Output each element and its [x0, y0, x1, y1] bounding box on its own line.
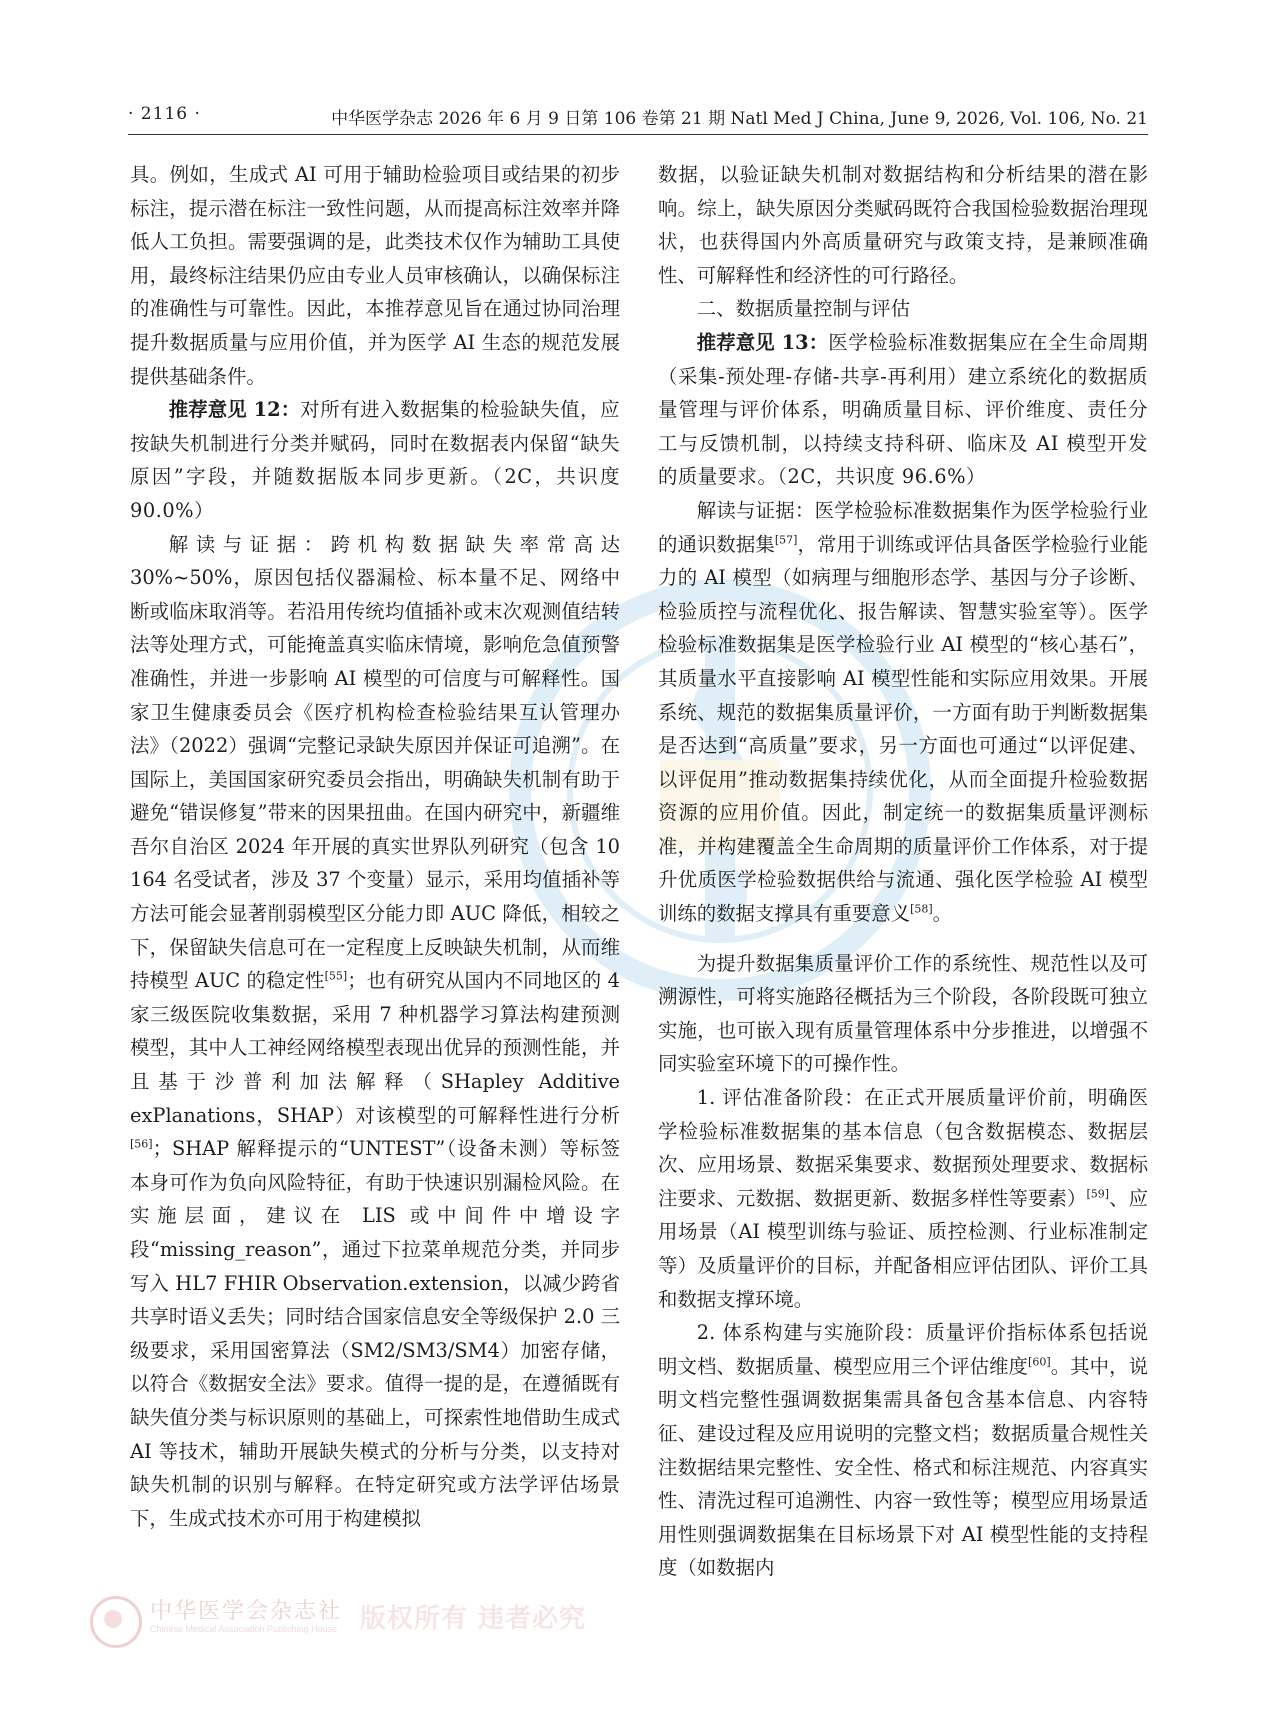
- paragraph: [130, 528, 620, 1536]
- recommendation-text: 对所有进入数据集的检验缺失值，应按缺失机制进行分类并赋码，同时在数据表内保留“缺失原因”字段，并随数据版本同步更新。（2C，共识度 90.0%）: [130, 398, 620, 522]
- publisher-name: 中华医学会杂志社: [150, 1599, 343, 1624]
- text-run: ；也有研究从国内不同地区的 4 家三级医院收集数据，采用 7 种机器学习算法构建预测模型，其中人工神经网络模型表现出优异的预测性能，并且基于沙普利加法解释（SHapley Additive exPlanations，SHAP）对该模型的可解释性进行分析: [130, 969, 620, 1127]
- right-column: [658, 158, 1148, 1585]
- recommendation-label: 推荐意见 13：: [696, 330, 829, 354]
- left-column: [130, 158, 620, 1535]
- citation: [57]: [774, 533, 798, 547]
- paragraph: [658, 1316, 1148, 1585]
- citation: [55]: [324, 969, 348, 983]
- text-run: 解读与证据：医学检验标准数据集作为医学检验行业的通识数据集: [658, 498, 1148, 556]
- recommendation-13: [658, 326, 1148, 494]
- text-run: 解读与证据：跨机构数据缺失率常高达 30%~50%，原因包括仪器漏检、标本量不足、网络中断或临床取消等。若沿用传统均值插补或末次观测值结转法等处理方式，可能掩盖真实临床情境，影响危急值预警准确性，并进一步影响 AI 模型的可信度与可解释性。国家卫生健康委员会《医疗机构检查检验结果互认管理办法》（2022）强调“完整记录缺失原因并保证可追溯”。在国际上，美国国家研究委员会指出，明确缺失机制有助于避免“错误修复”带来的因果扭曲。在国内研究中，新疆维吾尔自治区 2024 年开展的真实世界队列研究（包含 10 164 名受试者，涉及 37 个变量）显示，采用均值插补等方法可能会显著削弱模型区分能力即 AUC 降低，相较之下，保留缺失信息可在一定程度上反映缺失机制，从而维持模型 AUC 的稳定性: [130, 532, 620, 993]
- citation: [56]: [130, 1137, 153, 1151]
- citation: [59]: [1086, 1187, 1110, 1201]
- text-run: ；SHAP 解释提示的“UNTEST”（设备未测）等标签本身可作为负向风险特征，有助于快速识别漏检风险。在实施层面，建议在 LIS 或中间件中增设字段“missing_reason”，通过下拉菜单规范分类，并同步写入 HL7 FHIR Observation.extension，以减少跨省共享时语义丢失；同时结合国家信息安全等级保护 2.0 三级要求，采用国密算法（SM2/SM3/SM4）加密存储，以符合《数据安全法》要求。值得一提的是，在遵循既有缺失值分类与标识原则的基础上，可探索性地借助生成式 AI 等技术，辅助开展缺失模式的分析与分类，以支持对缺失机制的识别与解释。在特定研究或方法学评估场景下，生成式技术亦可用于构建模拟: [130, 1137, 620, 1530]
- publisher-name-en: Chinese Medical Association Publishing House: [150, 1624, 338, 1634]
- citation: [60]: [1028, 1355, 1051, 1369]
- recommendation-label: 推荐意见 12：: [168, 398, 301, 422]
- paragraph: [658, 1081, 1148, 1316]
- publisher-logo: [80, 1592, 587, 1652]
- recommendation-12: [130, 393, 620, 527]
- copyright-slogan: 版权所有 违者必究: [360, 1604, 587, 1634]
- page-number: · 2116 ·: [128, 104, 201, 124]
- recommendation-text: 医学检验标准数据集应在全生命周期（采集-预处理-存储-共享-再利用）建立系统化的数据质量管理与评价体系，明确质量目标、评价维度、责任分工与反馈机制，以持续支持科研、临床及 AI 模型开发的质量要求。（2C，共识度 96.6%）: [658, 330, 1148, 489]
- text-run: 。其中，说明文档完整性强调数据集需具备包含基本信息、内容特征、建设过程及应用说明的完整文档；数据质量合规性关注数据结果完整性、安全性、格式和标注规范、内容真实性、清洗过程可追溯性、内容一致性等；模型应用场景适用性则强调数据集在目标场景下对 AI 模型性能的支持程度（如数据内: [658, 1354, 1149, 1580]
- citation: [58]: [910, 902, 933, 916]
- running-header: [128, 100, 1148, 128]
- text-run: 。: [932, 902, 953, 926]
- header-rule: [128, 134, 1148, 135]
- journal-info: 中华医学杂志 2026 年 6 月 9 日第 106 卷第 21 期 Natl Med J China, June 9, 2026, Vol. 106, No. 21: [331, 109, 1148, 129]
- text-run: 、应用场景（AI 模型训练与验证、质控检测、行业标准制定等）及质量评价的目标，并配备相应评估团队、评价工具和数据支撑环境。: [658, 1186, 1149, 1311]
- text-run: 1. 评估准备阶段：在正式开展质量评价前，明确医学检验标准数据集的基本信息（包含数据模态、数据层次、应用场景、数据采集要求、数据预处理要求、数据标注要求、元数据、数据更新、数据多样性等要素）: [658, 1086, 1148, 1210]
- text-run: 2. 体系构建与实施阶段：质量评价指标体系包括说明文档、数据质量、模型应用三个评估维度: [658, 1321, 1148, 1378]
- section-heading: 二、数据质量控制与评估: [696, 297, 911, 321]
- publisher-seal-icon: [90, 1596, 142, 1648]
- text-run: ，常用于训练或评估具备医学检验行业能力的 AI 模型（如病理与细胞形态学、基因与分子诊断、检验质控与流程优化、报告解读、智慧实验室等）。医学检验标准数据集是医学检验行业 AI 模型的“核心基石”，其质量水平直接影响 AI 模型性能和实际应用效果。开展系统、规范的数据集质量评价，一方面有助于判断数据集是否达到“高质量”要求，另一方面也可通过“以评促建、以评促用”推动数据集持续优化，从而全面提升检验数据资源的应用价值。因此，制定统一的数据集质量评测标准，并构建覆盖全生命周期的质量评价工作体系，对于提升优质医学检验数据供给与流通、强化医学检验 AI 模型训练的数据支撑具有重要意义: [658, 532, 1149, 926]
- paragraph: [658, 494, 1148, 931]
- paragraph: 具。例如，生成式 AI 可用于辅助检验项目或结果的初步标注，提示潜在标注一致性问题，从而提高标注效率并降低人工负担。需要强调的是，此类技术仅作为辅助工具使用，最终标注结果仍应由专业人员审核确认，以确保标注的准确性与可靠性。因此，本推荐意见旨在通过协同治理提升数据质量与应用价值，并为医学 AI 生态的规范发展提供基础条件。: [130, 163, 620, 388]
- paragraph: 为提升数据集质量评价工作的系统性、规范性以及可溯源性，可将实施路径概括为三个阶段，各阶段既可独立实施，也可嵌入现有质量管理体系中分步推进，以增强不同实验室环境下的可操作性。: [658, 951, 1148, 1076]
- paragraph: 数据，以验证缺失机制对数据结构和分析结果的潜在影响。综上，缺失原因分类赋码既符合我国检验数据治理现状，也获得国内外高质量研究与政策支持，是兼顾准确性、可解释性和经济性的可行路径。: [658, 163, 1148, 287]
